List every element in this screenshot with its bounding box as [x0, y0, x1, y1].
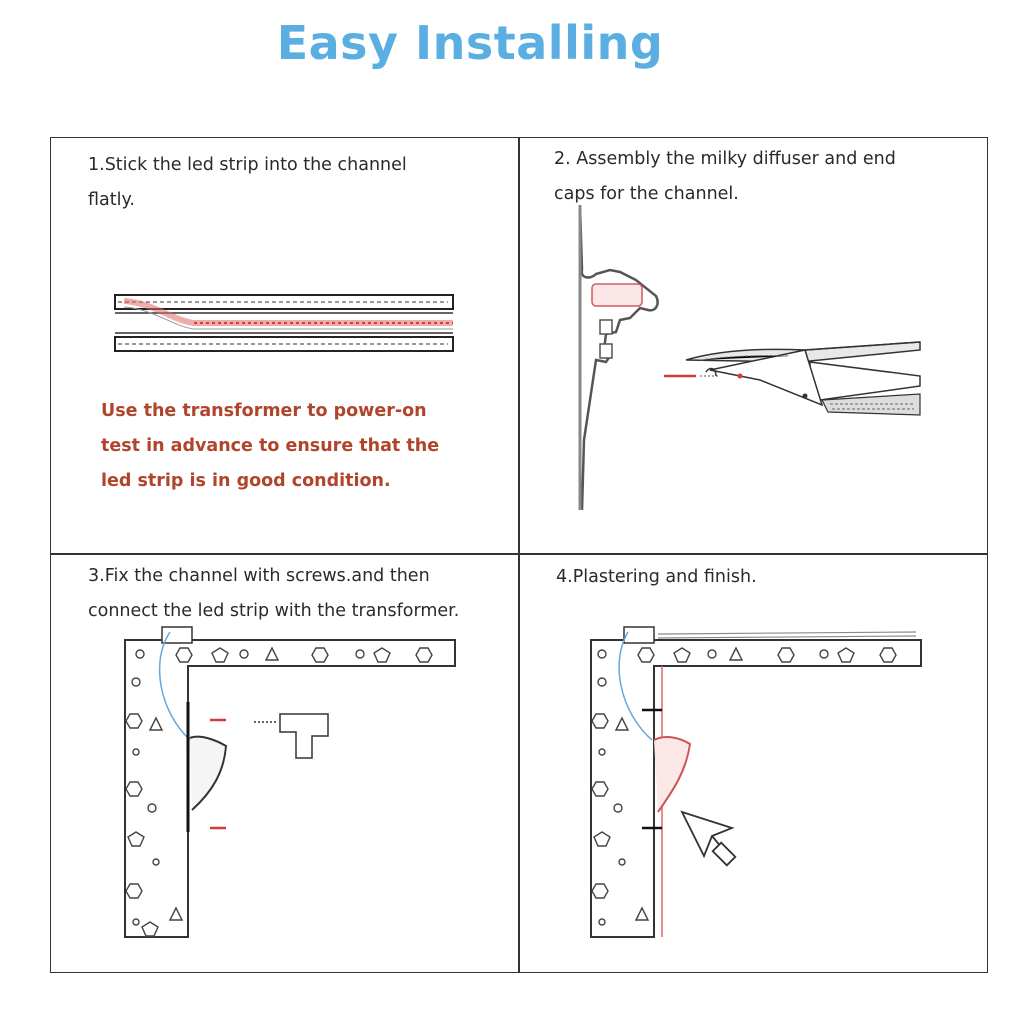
grid-divider-vertical [518, 137, 520, 973]
wall-corner-icon [120, 622, 460, 942]
end-cap-icon [254, 714, 328, 758]
page-title: Easy Installing [276, 16, 664, 70]
step-1-caption [88, 148, 407, 218]
step-1-caption-line2: flatly. [88, 190, 135, 210]
step-3-caption-line1: 3.Fix the channel with screws.and then [88, 566, 430, 586]
trowel-icon [682, 812, 735, 865]
step-1-caption-line1: 1.Stick the led strip into the channel [88, 155, 407, 175]
grid-divider-horizontal [50, 553, 988, 555]
diffuser-endcap-icon [560, 200, 940, 520]
step-2-caption-line2: caps for the channel. [554, 184, 739, 204]
step-3-caption [88, 559, 459, 629]
note-line1: Use the transformer to power-on [101, 401, 427, 421]
step-4-caption [556, 560, 757, 595]
led-strip-channel-icon [114, 293, 454, 355]
plastering-finish-icon [586, 622, 926, 942]
power-test-note [101, 394, 439, 499]
step-3-caption-line2: connect the led strip with the transformer. [88, 601, 460, 621]
note-line3: led strip is in good condition. [101, 471, 391, 491]
step-2-caption-line1: 2. Assembly the milky diffuser and end [554, 149, 896, 169]
step-4-caption-line1: 4.Plastering and finish. [556, 567, 757, 587]
note-line2: test in advance to ensure that the [101, 436, 440, 456]
